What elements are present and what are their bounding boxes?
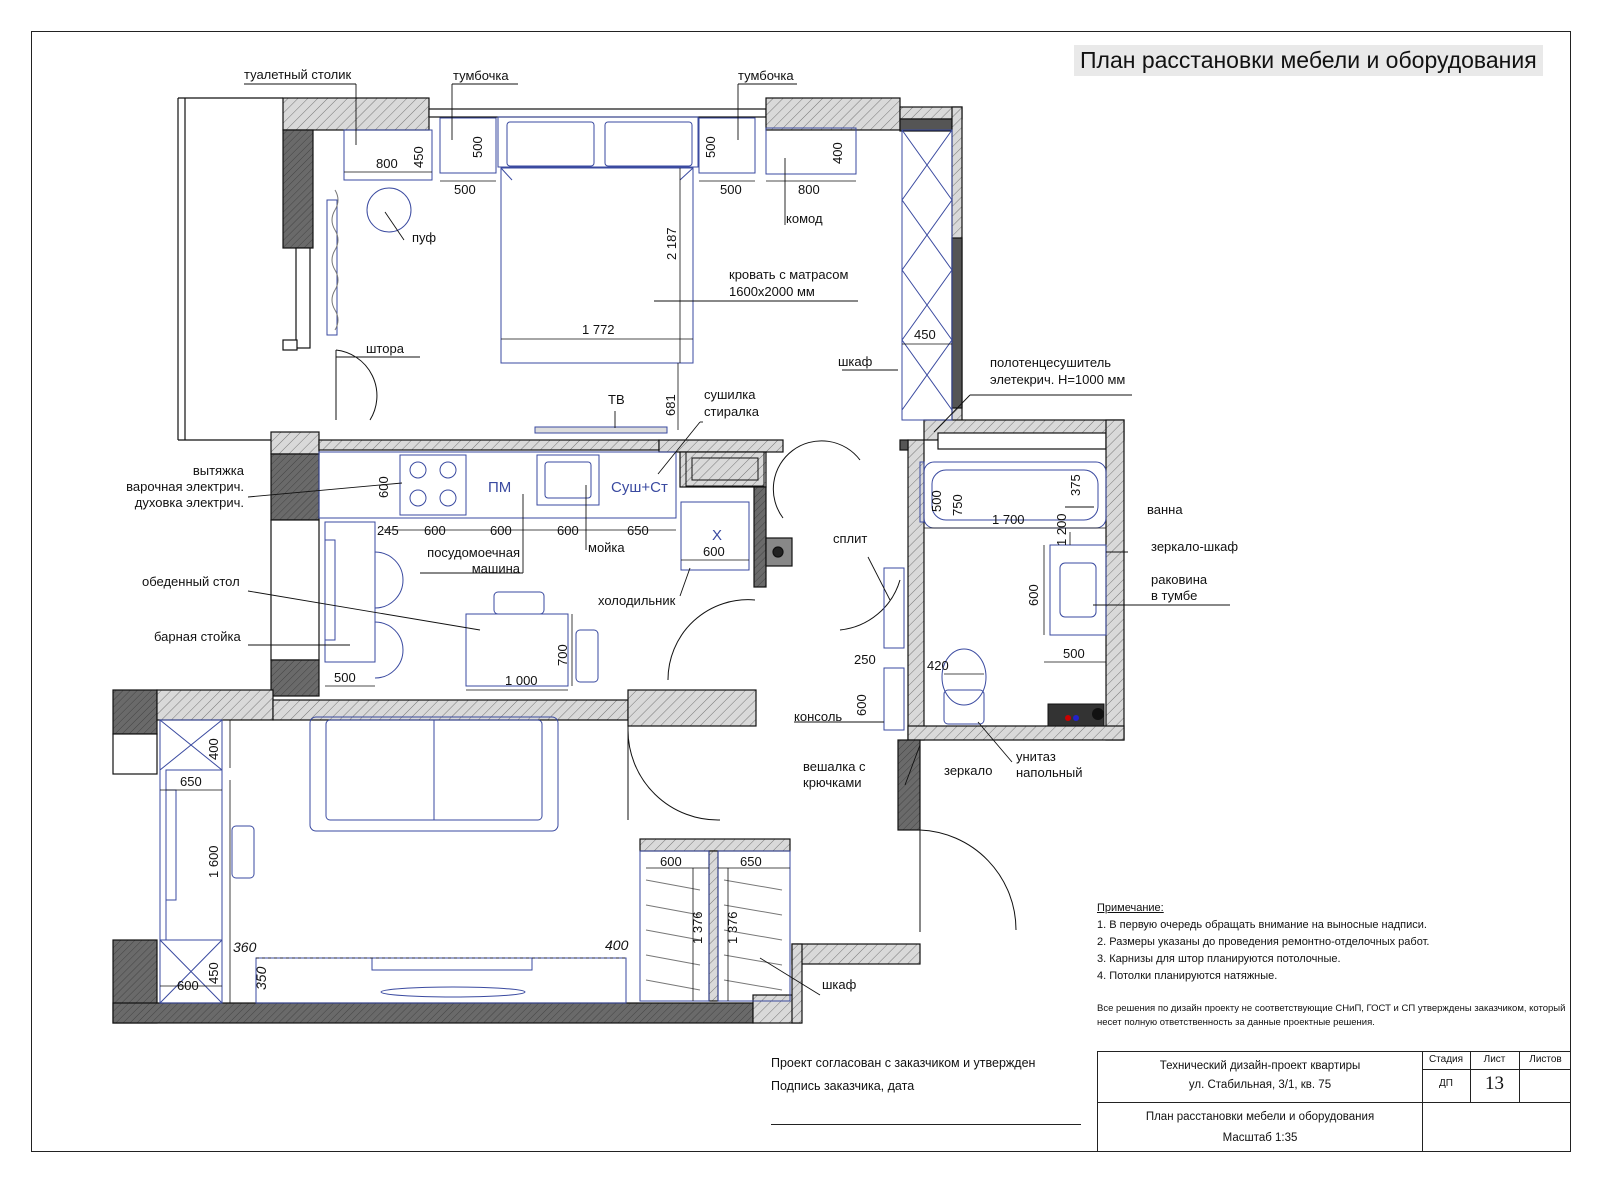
- note-item: 2. Размеры указаны до проведения ремонтно-отделочных работ.: [1097, 936, 1430, 948]
- label-dining-table: обеденный стол: [142, 574, 240, 589]
- bedroom-wardrobe: [902, 130, 952, 420]
- label-wardrobe-bedroom: шкаф: [838, 354, 873, 369]
- label-bed-1: кровать с матрасом: [729, 267, 849, 282]
- dim-500-d: 500: [720, 182, 742, 197]
- stage-value: ДП: [1439, 1078, 1453, 1089]
- dim-600-wardrobe: 600: [660, 854, 682, 869]
- label-nightstand-left: тумбочка: [453, 68, 509, 83]
- dim-1376-a: 1 376: [690, 911, 705, 944]
- hob: [400, 455, 466, 515]
- project-address: ул. Стабильная, 3/1, кв. 75: [1188, 1079, 1332, 1091]
- dim-1772: 1 772: [582, 322, 615, 337]
- label-toilet-table: туалетный столик: [244, 67, 352, 82]
- label-console: консоль: [794, 709, 843, 724]
- sheet-title: План расстановки мебели и оборудования: [1145, 1111, 1375, 1123]
- dim-1376-b: 1 376: [725, 911, 740, 944]
- dim-250: 250: [854, 652, 876, 667]
- dim-420: 420: [927, 658, 949, 673]
- note-item: 3. Карнизы для штор планируются потолочные.: [1097, 953, 1341, 965]
- dim-500-b: 500: [454, 182, 476, 197]
- nightstand-left: [440, 118, 496, 173]
- toilet: [944, 690, 984, 724]
- dim-600-k: 600: [376, 476, 391, 498]
- label-towel-dryer-1: полотенцесушитель: [990, 355, 1112, 370]
- dim-500-c: 500: [703, 136, 718, 158]
- approval-block: [771, 1052, 1035, 1098]
- note-item: 4. Потолки планируются натяжные.: [1097, 970, 1278, 982]
- project-name: Технический дизайн-проект квартиры: [1159, 1060, 1361, 1072]
- dim-600-sink: 600: [1026, 584, 1041, 606]
- washer-dryer-mark: Суш+Ст: [611, 479, 668, 496]
- label-basin-1: раковина: [1151, 572, 1208, 587]
- label-oven: духовка электрич.: [134, 495, 244, 510]
- dim-500-a: 500: [470, 136, 485, 158]
- label-pouf: пуф: [412, 230, 437, 245]
- dim-2187: 2 187: [664, 227, 679, 260]
- dim-1700: 1 700: [992, 512, 1025, 527]
- label-mirror: зеркало: [944, 763, 993, 778]
- approval-line-2: Подпись заказчика, дата: [771, 1079, 915, 1093]
- dim-600-console: 600: [854, 694, 869, 716]
- dim-450-b: 450: [914, 327, 936, 342]
- label-hob: варочная электрич.: [126, 479, 244, 494]
- dim-450: 450: [411, 146, 426, 168]
- dim-450-living: 450: [206, 962, 221, 984]
- dim-360: 360: [233, 939, 257, 955]
- dim-400-living: 400: [206, 738, 221, 760]
- dim-800-b: 800: [798, 182, 820, 197]
- label-bed-2: 1600х2000 мм: [729, 284, 815, 299]
- dim-1200: 1 200: [1054, 513, 1069, 546]
- label-basin-2: в тумбе: [1151, 588, 1198, 603]
- label-mirror-cabinet: зеркало-шкаф: [1151, 539, 1239, 554]
- basin-cabinet: [1050, 545, 1106, 635]
- title-block: [1097, 1051, 1571, 1152]
- sheets-header: Листов: [1529, 1054, 1562, 1065]
- dim-800: 800: [376, 156, 398, 171]
- dim-500-sink: 500: [1063, 646, 1085, 661]
- label-split: сплит: [833, 531, 868, 546]
- dim-400: 400: [830, 142, 845, 164]
- approval-line-1: Проект согласован с заказчиком и утвержден: [771, 1056, 1036, 1070]
- console: [884, 668, 904, 730]
- sheet-number: 13: [1485, 1073, 1504, 1094]
- notes-heading: Примечание:: [1097, 902, 1164, 914]
- dim-650-a: 650: [627, 523, 649, 538]
- dim-375: 375: [1068, 474, 1083, 496]
- label-hanger-2: крючками: [803, 775, 862, 790]
- label-bar-counter: барная стойка: [154, 629, 241, 644]
- fridge-mark: Х: [712, 527, 723, 544]
- walls: [113, 98, 1124, 1023]
- leader-lines: [244, 84, 1230, 995]
- label-hanger-1: вешалка с: [803, 759, 866, 774]
- dim-700: 700: [555, 644, 570, 666]
- label-fridge: холодильник: [598, 593, 676, 608]
- label-wc-1: унитаз: [1016, 749, 1056, 764]
- pouf: [367, 188, 411, 232]
- dim-650-wardrobe: 650: [740, 854, 762, 869]
- scale: Масштаб 1:35: [1222, 1132, 1298, 1144]
- label-curtain: штора: [366, 341, 404, 356]
- label-dishwasher-2: машина: [471, 561, 520, 576]
- dim-1000: 1 000: [505, 673, 538, 688]
- dim-600-living: 600: [177, 978, 199, 993]
- dim-500-bar: 500: [334, 670, 356, 685]
- dishwasher-mark: ПМ: [488, 479, 512, 496]
- stage-header: Стадия: [1428, 1054, 1464, 1065]
- notes-block: [1097, 900, 1429, 985]
- dim-350: 350: [253, 966, 269, 990]
- label-towel-dryer-2: элетекрич. H=1000 мм: [990, 372, 1126, 387]
- dim-1600: 1 600: [206, 845, 221, 878]
- dim-600-c: 600: [557, 523, 579, 538]
- dim-750: 750: [950, 494, 965, 516]
- dim-245: 245: [377, 523, 399, 538]
- label-wc-2: напольный: [1016, 765, 1083, 780]
- label-dryer: сушилка: [704, 387, 756, 402]
- signature-line: [771, 1124, 1081, 1125]
- label-washer: стиралка: [704, 404, 759, 419]
- dim-500-bath: 500: [929, 490, 944, 512]
- label-dresser: комод: [786, 211, 823, 226]
- sheet-header: Лист: [1483, 1054, 1506, 1065]
- label-wardrobe-hall: шкаф: [822, 977, 857, 992]
- dim-600-fridge: 600: [703, 544, 725, 559]
- dim-681: 681: [663, 394, 678, 416]
- dim-400-italic: 400: [605, 937, 629, 953]
- label-hood: вытяжка: [192, 463, 244, 478]
- label-kitchen-sink: мойка: [588, 540, 625, 555]
- note-item: 1. В первую очередь обращать внимание на выносные надписи.: [1097, 919, 1427, 931]
- disclaimer: Все решения по дизайн проекту не соответствующие СНиП, ГОСТ и СП утверждены заказчиком, который несет полную ответственность за данные проектные решения.: [1097, 1003, 1566, 1028]
- page-title: План расстановки мебели и оборудования: [1074, 45, 1543, 76]
- label-nightstand-right: тумбочка: [738, 68, 794, 83]
- dim-600-b: 600: [490, 523, 512, 538]
- label-tv: ТВ: [608, 392, 625, 407]
- label-dishwasher-1: посудомоечная: [427, 545, 520, 560]
- dim-600-a: 600: [424, 523, 446, 538]
- dim-650-living: 650: [180, 774, 202, 789]
- label-bath: ванна: [1147, 502, 1183, 517]
